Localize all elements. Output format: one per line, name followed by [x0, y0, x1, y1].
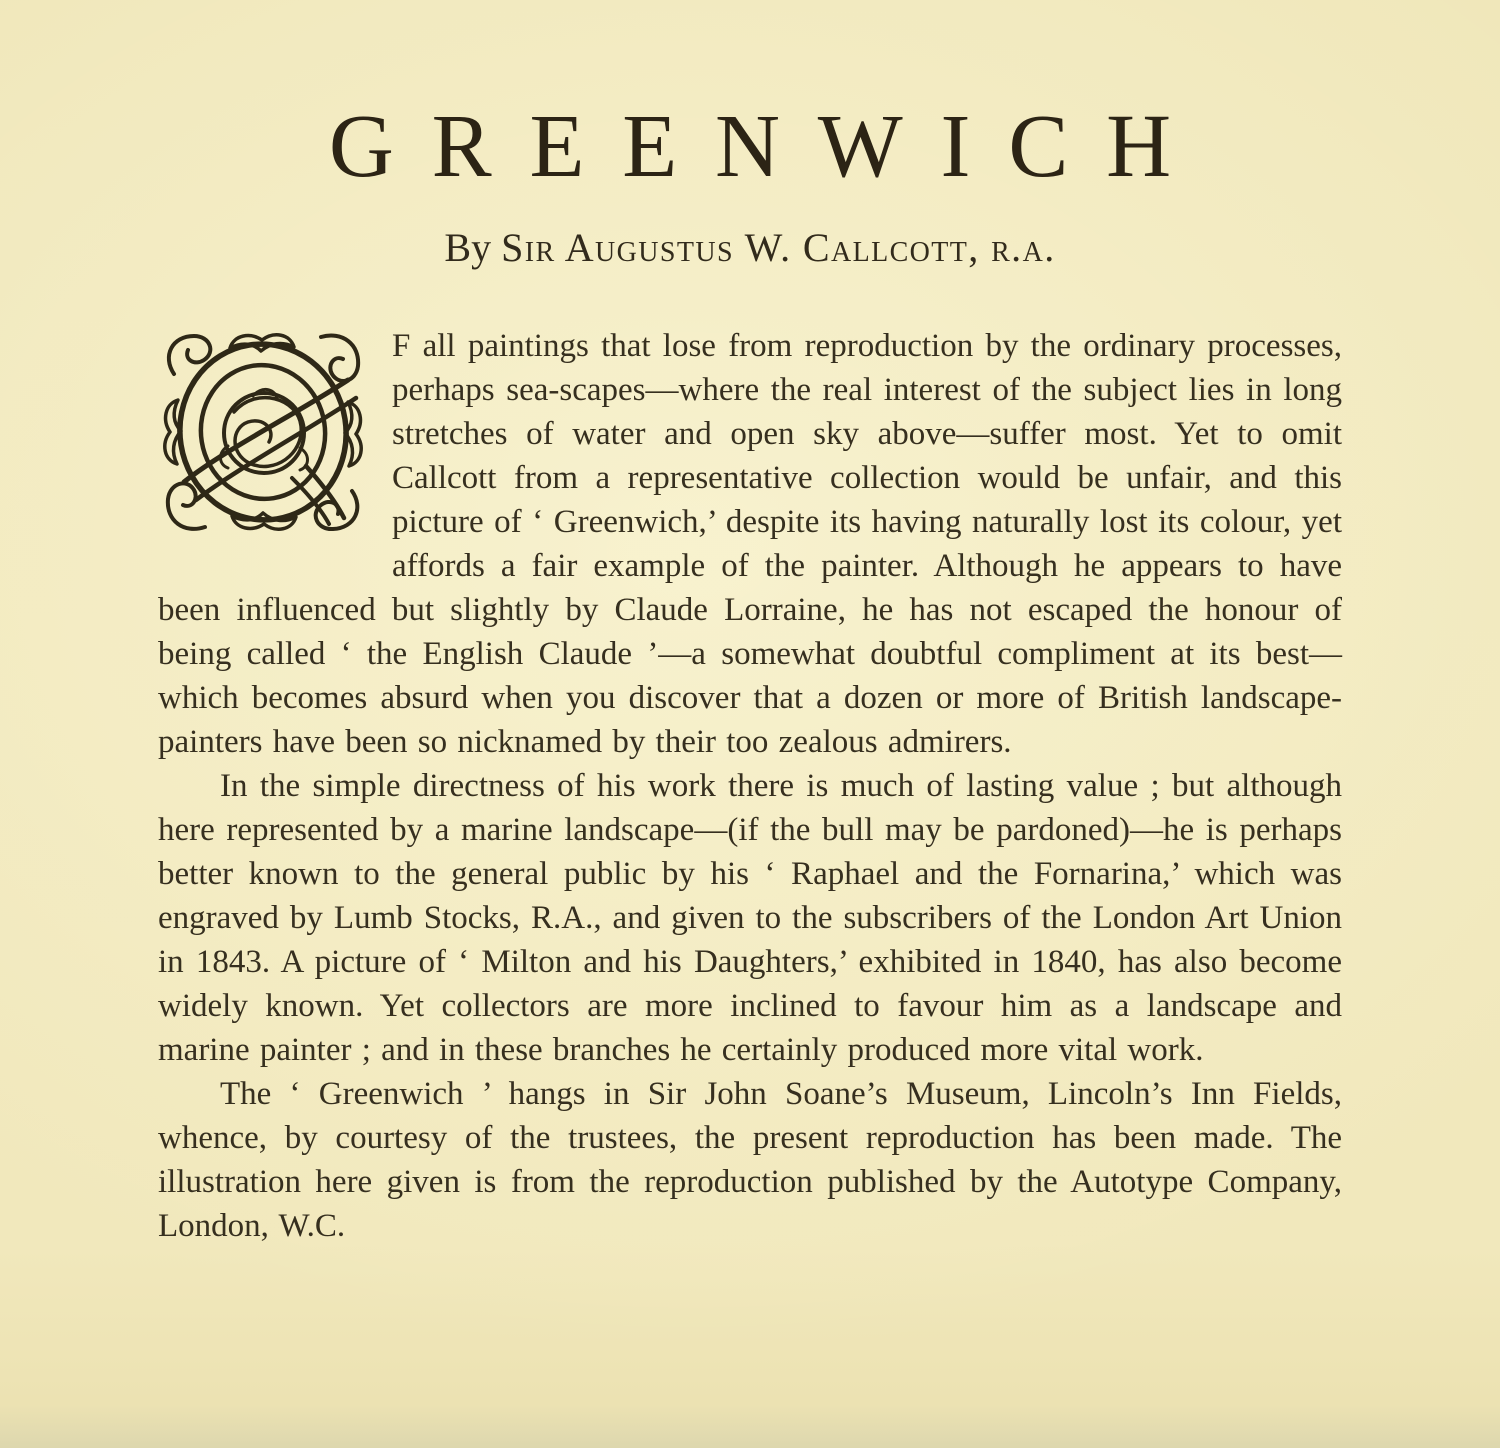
paragraph-3: The ‘ Greenwich ’ hangs in Sir John Soane’s Museum, Lincoln’s Inn Fields, whence, by courtesy of the trustees, the present reproduction has been made. The illustration here given is from the reproduction published by the Autotype Company, London, W.C.: [158, 1076, 1342, 1244]
paragraph-1-text: F all paintings that lose from reproduction by the ordinary processes, perhaps sea-scapes—where the real interest of the subject lies in long stretches of water and open sky above—suffer most. Yet to omit Callcott from a representative collection would be unfair, and this picture of ‘ Greenwich,’ despite its having naturally lost its colour, yet affords a fair example of the painter. Although he appears to have been influenced but slightly by Claude Lorraine, he has not escaped the honour of being called ‘ the English Claude ’—a somewhat doubtful compliment at its best—which becomes absurd when you discover that a dozen or more of British landscape-painters have been so nicknamed by their too zealous admirers.: [158, 328, 1342, 760]
page-title: GREENWICH: [328, 97, 1209, 196]
byline-author-name: Sir Augustus W. Callcott, r.a.: [501, 225, 1056, 270]
drop-cap-ornament: [158, 328, 372, 568]
foliate-initial-o-icon: [158, 328, 368, 536]
paragraph-1: [158, 324, 1342, 764]
article-body: [158, 324, 1342, 1248]
paragraph-2: In the simple directness of his work there is much of lasting value ; but although here represented by a marine landscape—(if the bull may be pardoned)—he is perhaps better known to the general public by his ‘ Raphael and the Fornarina,’ which was engraved by Lumb Stocks, R.A., and given to the subscribers of the London Art Union in 1843. A picture of ‘ Milton and his Daughters,’ exhibited in 1840, has also become widely known. Yet collectors are more inclined to favour him as a landscape and marine painter ; and in these branches he certainly produced more vital work.: [158, 768, 1342, 1068]
byline: [158, 226, 1342, 270]
byline-prefix: By: [444, 225, 492, 270]
